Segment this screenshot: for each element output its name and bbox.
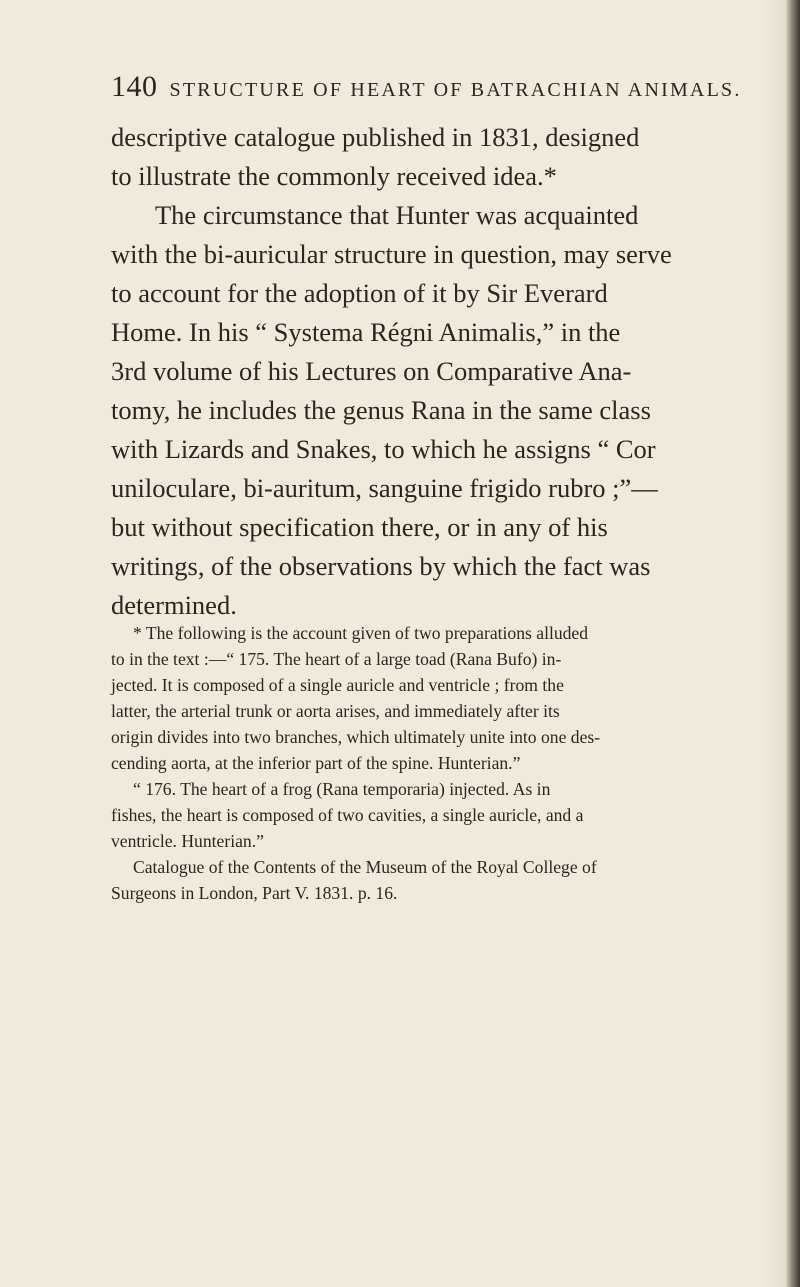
footnote-line: * The following is the account given of two preparations alluded xyxy=(133,623,589,643)
body-line: uniloculare, bi-auritum, sanguine frigido rubro ;”— xyxy=(111,473,658,503)
body-line: with the bi-auricular structure in question, may serve xyxy=(111,239,672,269)
footnote-citation-line: Catalogue of the Contents of the Museum of the Royal College of xyxy=(133,857,597,877)
footnote-line: fishes, the heart is composed of two cavities, a single auricle, and a xyxy=(111,805,584,825)
paragraph-start-line: The circumstance that Hunter was acquainted xyxy=(155,200,639,230)
body-line: 3rd volume of his Lectures on Comparative Ana- xyxy=(111,356,632,386)
page-edge-shadow xyxy=(762,0,786,1287)
body-line: to illustrate the commonly received idea.* xyxy=(111,161,557,191)
body-line: with Lizards and Snakes, to which he assigns “ Cor xyxy=(111,434,656,464)
body-line: descriptive catalogue published in 1831, designed xyxy=(111,122,640,152)
body-text xyxy=(111,118,721,625)
body-line: to account for the adoption of it by Sir Everard xyxy=(111,278,608,308)
page-number: 140 xyxy=(111,70,158,103)
footnote-line: latter, the arterial trunk or aorta arises, and immediately after its xyxy=(111,701,560,721)
footnote xyxy=(111,620,723,906)
footnote-line: “ 176. The heart of a frog (Rana temporaria) injected. As in xyxy=(133,779,551,799)
body-line: determined. xyxy=(111,590,237,620)
body-line: writings, of the observations by which the fact was xyxy=(111,551,651,581)
running-title: STRUCTURE OF HEART OF BATRACHIAN ANIMALS. xyxy=(169,79,742,101)
footnote-line: jected. It is composed of a single auricle and ventricle ; from the xyxy=(111,675,564,695)
footnote-citation-line: Surgeons in London, Part V. 1831. p. 16. xyxy=(111,883,398,903)
book-page-edge xyxy=(786,0,800,1287)
running-head xyxy=(111,70,742,110)
footnote-line: to in the text :—“ 175. The heart of a large toad (Rana Bufo) in- xyxy=(111,649,562,669)
footnote-line: cending aorta, at the inferior part of the spine. Hunterian.” xyxy=(111,753,521,773)
footnote-line: ventricle. Hunterian.” xyxy=(111,831,264,851)
body-line: but without specification there, or in any of his xyxy=(111,512,608,542)
footnote-line: origin divides into two branches, which ultimately unite into one des- xyxy=(111,727,601,747)
body-line: Home. In his “ Systema Régni Animalis,” in the xyxy=(111,317,621,347)
body-line: tomy, he includes the genus Rana in the same class xyxy=(111,395,651,425)
